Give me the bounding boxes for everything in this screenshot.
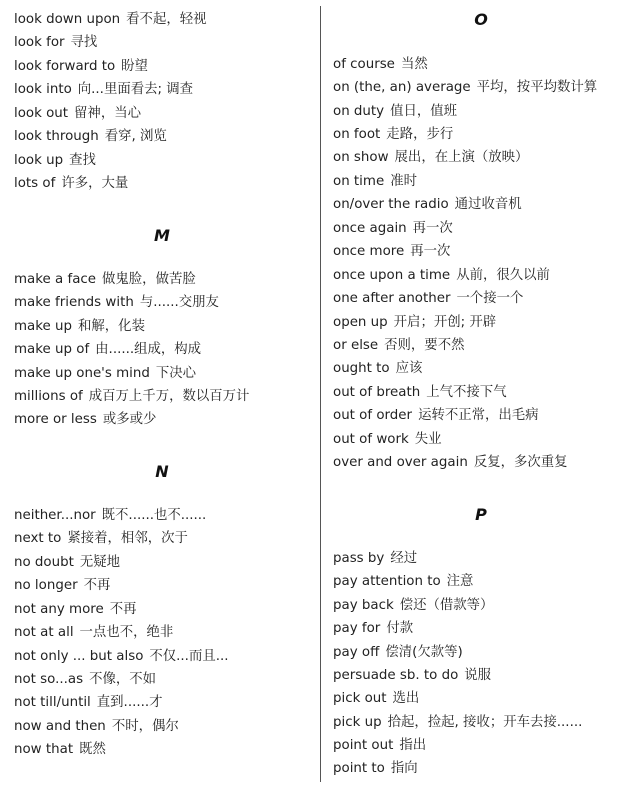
- phrase-entry: [14, 271, 196, 289]
- column-divider: [320, 6, 321, 782]
- phrase-chinese: 不时，偶尔: [111, 719, 179, 734]
- phrase-chinese: 失业: [414, 432, 442, 447]
- phrase-entry: [14, 694, 163, 712]
- phrase-entry: [333, 454, 568, 472]
- phrase-entry: [333, 126, 453, 144]
- phrase-chinese: 通过收音机: [454, 197, 522, 212]
- phrase-english: neither...nor: [14, 508, 96, 523]
- phrase-english: no doubt: [14, 555, 74, 570]
- phrase-english: out of order: [333, 408, 413, 423]
- phrase-chinese: 向...里面看去; 调查: [77, 82, 194, 97]
- phrase-entry: [14, 718, 179, 736]
- phrase-english: over and over again: [333, 455, 468, 470]
- phrase-entry: [333, 314, 496, 332]
- phrase-english: once upon a time: [333, 268, 451, 283]
- phrase-chinese: 直到......才: [96, 695, 163, 710]
- phrase-entry: [333, 431, 442, 449]
- phrase-chinese: 许多，大量: [61, 176, 129, 191]
- phrase-english: pay attention to: [333, 574, 441, 589]
- phrase-english: on/over the radio: [333, 197, 449, 212]
- phrase-chinese: 再一次: [412, 221, 453, 236]
- phrase-entry: [14, 294, 219, 312]
- phrase-entry: [14, 648, 229, 666]
- phrase-english: pick out: [333, 691, 387, 706]
- phrase-entry: [14, 388, 249, 406]
- phrase-english: look for: [14, 35, 65, 50]
- phrase-chinese: 反复，多次重复: [473, 455, 568, 470]
- phrase-chinese: 指向: [390, 761, 418, 776]
- phrase-english: make a face: [14, 272, 97, 287]
- phrase-entry: [333, 243, 450, 261]
- phrase-entry: [333, 290, 523, 308]
- phrase-entry: [333, 550, 417, 568]
- section-letter-m: M: [154, 226, 170, 245]
- phrase-entry: [14, 624, 173, 642]
- phrase-english: not at all: [14, 625, 74, 640]
- phrase-chinese: 偿还（借款等）: [399, 598, 494, 613]
- phrase-entry: [333, 597, 493, 615]
- phrase-entry: [333, 714, 582, 732]
- phrase-chinese: 既不......也不......: [101, 508, 207, 523]
- phrase-chinese: 下决心: [155, 366, 197, 381]
- phrase-english: once more: [333, 244, 405, 259]
- phrase-entry: [333, 620, 413, 638]
- phrase-english: once again: [333, 221, 407, 236]
- phrase-chinese: 一个接一个: [456, 291, 524, 306]
- phrase-english: out of work: [333, 432, 409, 447]
- phrase-english: on foot: [333, 127, 381, 142]
- phrase-chinese: 和解，化装: [78, 319, 145, 334]
- phrase-chinese: 上气不接下气: [426, 385, 507, 400]
- phrase-entry: [14, 175, 128, 193]
- phrase-chinese: 由......组成，构成: [95, 342, 202, 357]
- phrase-chinese: 说服: [464, 668, 492, 683]
- phrase-chinese: 寻找: [70, 35, 98, 50]
- phrase-chinese: 拾起，捡起, 接收；开车去接......: [387, 715, 583, 730]
- phrase-english: point to: [333, 761, 385, 776]
- phrase-entry: [14, 128, 167, 146]
- phrase-english: look into: [14, 82, 72, 97]
- phrase-chinese: 运转不正常，出毛病: [418, 408, 539, 423]
- phrase-chinese: 盼望: [121, 59, 148, 74]
- phrase-english: persuade sb. to do: [333, 668, 459, 683]
- phrase-entry: [14, 341, 201, 359]
- phrase-entry: [14, 530, 188, 548]
- phrase-entry: [333, 573, 473, 591]
- phrase-chinese: 与......交朋友: [139, 295, 219, 310]
- phrase-english: make up of: [14, 342, 90, 357]
- phrase-english: now that: [14, 742, 74, 757]
- phrase-entry: [333, 337, 464, 355]
- phrase-chinese: 不像，不如: [89, 672, 157, 687]
- phrase-chinese: 不再: [109, 602, 137, 617]
- phrase-english: make up: [14, 319, 73, 334]
- phrase-entry: [333, 360, 422, 378]
- phrase-entry: [14, 741, 106, 759]
- phrase-chinese: 查找: [69, 153, 96, 168]
- phrase-chinese: 无疑地: [79, 555, 121, 570]
- phrase-chinese: 值日，值班: [390, 104, 458, 119]
- phrase-entry: [14, 601, 137, 619]
- phrase-entry: [14, 58, 148, 76]
- phrase-entry: [333, 760, 418, 778]
- phrase-chinese: 付款: [386, 621, 414, 636]
- section-letter-o: O: [474, 10, 488, 29]
- phrase-english: not any more: [14, 602, 104, 617]
- phrase-chinese: 成百万上千万，数以百万计: [88, 389, 250, 404]
- phrase-entry: [14, 34, 97, 52]
- phrase-chinese: 不再: [83, 578, 111, 593]
- phrase-entry: [14, 554, 120, 572]
- phrase-chinese: 偿清(欠款等): [385, 645, 463, 660]
- phrase-english: or else: [333, 338, 379, 353]
- phrase-chinese: 再一次: [410, 244, 451, 259]
- phrase-chinese: 走路，步行: [386, 127, 454, 142]
- phrase-entry: [14, 411, 156, 429]
- phrase-entry: [14, 81, 193, 99]
- phrase-english: ought to: [333, 361, 390, 376]
- phrase-chinese: 既然: [79, 742, 106, 757]
- phrase-english: on (the, an) average: [333, 80, 471, 95]
- phrase-chinese: 紧接着，相邻，次于: [67, 531, 188, 546]
- phrase-entry: [14, 365, 196, 383]
- phrase-entry: [333, 173, 417, 191]
- section-letter-p: P: [475, 505, 487, 524]
- phrase-chinese: 注意: [446, 574, 474, 589]
- phrase-english: pay for: [333, 621, 381, 636]
- phrase-entry: [14, 318, 145, 336]
- phrase-english: now and then: [14, 719, 106, 734]
- phrase-chinese: 一点也不，绝非: [79, 625, 174, 640]
- phrase-english: on time: [333, 174, 385, 189]
- phrase-chinese: 开启；开创; 开辟: [393, 315, 497, 330]
- phrase-chinese: 指出: [399, 738, 427, 753]
- phrase-chinese: 展出，在上演（放映）: [394, 150, 529, 165]
- phrase-entry: [333, 384, 507, 402]
- phrase-entry: [333, 407, 539, 425]
- phrase-chinese: 做鬼脸，做苦脸: [102, 272, 196, 287]
- phrase-english: one after another: [333, 291, 451, 306]
- phrase-english: make up one's mind: [14, 366, 150, 381]
- phrase-english: look through: [14, 129, 99, 144]
- phrase-chinese: 准时: [390, 174, 417, 189]
- phrase-chinese: 平均，按平均数计算: [476, 80, 598, 95]
- phrase-entry: [333, 196, 522, 214]
- phrase-chinese: 选出: [392, 691, 420, 706]
- phrase-english: make friends with: [14, 295, 134, 310]
- phrase-english: not only ... but also: [14, 649, 144, 664]
- phrase-chinese: 或多或少: [102, 412, 157, 427]
- phrase-entry: [333, 149, 528, 167]
- phrase-chinese: 留神，当心: [74, 106, 141, 121]
- phrase-entry: [14, 152, 96, 170]
- section-letter-n: N: [155, 462, 169, 481]
- phrase-english: millions of: [14, 389, 83, 404]
- phrase-english: out of breath: [333, 385, 421, 400]
- phrase-entry: [14, 105, 141, 123]
- phrase-english: look down upon: [14, 12, 121, 27]
- phrase-chinese: 否则，要不然: [384, 338, 465, 353]
- phrase-entry: [14, 577, 110, 595]
- phrase-entry: [333, 79, 597, 97]
- phrase-english: on show: [333, 150, 389, 165]
- phrase-entry: [333, 56, 428, 74]
- phrase-english: look up: [14, 153, 64, 168]
- phrase-entry: [333, 267, 550, 285]
- phrase-english: not till/until: [14, 695, 91, 710]
- phrase-chinese: 应该: [395, 361, 423, 376]
- phrase-english: lots of: [14, 176, 56, 191]
- phrase-chinese: 从前，很久以前: [456, 268, 550, 283]
- phrase-english: point out: [333, 738, 394, 753]
- phrase-entry: [333, 103, 457, 121]
- phrase-chinese: 当然: [400, 57, 428, 72]
- phrase-english: look out: [14, 106, 69, 121]
- phrase-english: next to: [14, 531, 62, 546]
- phrase-entry: [333, 667, 491, 685]
- phrase-entry: [333, 737, 426, 755]
- phrase-chinese: 看不起，轻视: [126, 12, 207, 27]
- phrase-english: of course: [333, 57, 395, 72]
- phrase-english: pay off: [333, 645, 380, 660]
- phrase-english: pick up: [333, 715, 382, 730]
- phrase-entry: [333, 690, 419, 708]
- phrase-english: more or less: [14, 412, 97, 427]
- phrase-chinese: 经过: [390, 551, 418, 566]
- phrase-entry: [14, 671, 156, 689]
- phrase-english: not so...as: [14, 672, 84, 687]
- phrase-entry: [333, 644, 463, 662]
- phrase-entry: [14, 507, 206, 525]
- phrase-english: pay back: [333, 598, 394, 613]
- phrase-english: pass by: [333, 551, 385, 566]
- phrase-english: no longer: [14, 578, 78, 593]
- phrase-chinese: 看穿, 浏览: [104, 129, 167, 144]
- phrase-english: open up: [333, 315, 388, 330]
- phrase-chinese: 不仅...而且...: [149, 649, 229, 664]
- phrase-english: look forward to: [14, 59, 116, 74]
- phrase-english: on duty: [333, 104, 385, 119]
- phrase-entry: [14, 11, 207, 29]
- phrase-entry: [333, 220, 453, 238]
